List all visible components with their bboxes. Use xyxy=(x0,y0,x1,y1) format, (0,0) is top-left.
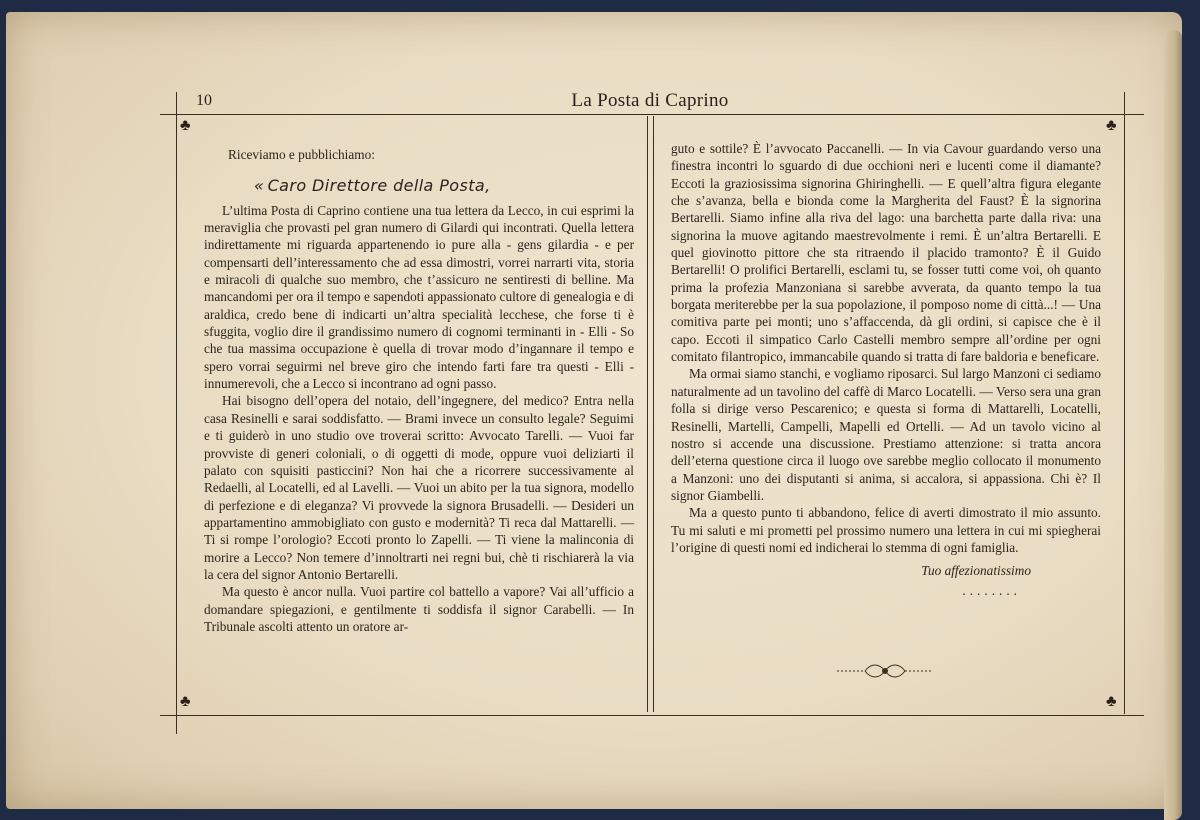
paragraph: guto e sottile? È l’avvocato Paccanelli. — In via Cavour guardando verso una finestra incontri lo sguardo di due occhioni neri e lucenti come il diamante? Eccoti la graziosissima signorina Ghiringhelli. — E quell’altra figura elegante che s’avanza, bella e bionda come la Margherita del Faust? È la signorina Bertarelli. Siamo infine alla riva del lago: una barchetta parte dalla riva: una signorina la muove agitando maestrevolmente i remi. È un’altra Bertarelli. E quel giovinotto pittore che sta ritraendo il placido tramonto? È il Guido Bertarelli! O prolifici Bertarelli, esclami tu, se fosser tutti come voi, oh quanto prima la profezia Manzoniana si sarebbe avverata, da quanto tempo la tua borgata meriterebbe per la sua popolazione, il pomposo nome di città...! — Una comitiva parte pei monti; uno s’affaccenda, dà gli ordini, si capisce che è il capo. Eccoti il simpatico Carlo Castelli membro sempre all’ordine per ogni comitato filantropico, immancabile quando si tratta di fare baldoria e beneficare. xyxy=(671,141,1101,365)
signature: Tuo affezionatissimo xyxy=(921,563,1031,579)
header-left-rule xyxy=(176,92,177,116)
frame-left-line xyxy=(176,114,177,734)
salutation-quote: « xyxy=(254,176,265,196)
column-divider-left xyxy=(647,116,648,712)
corner-ornament-icon: ♣ xyxy=(180,693,191,710)
right-column xyxy=(671,140,1101,599)
salutation xyxy=(204,177,634,195)
page-edge xyxy=(1164,30,1182,820)
signature-dots: ........ xyxy=(962,582,1021,598)
paragraph: Ma ormai siamo stanchi, e vogliamo riposarci. Sul largo Manzoni ci sediamo naturalmente ad un tavolino del caffè di Marco Locatelli. — Verso sera una gran folla si dirige verso Pescarenico; e questa si forma di Mattarelli, Locatelli, Resinelli, Martelli, Campelli, Mapelli ed Ortelli. — Ad un tavolo vicino al nostro si accende una discussione. Prestiamo attenzione: si tratta ancora dell’eterna questione circa il luogo ove sarebbe meglio collocato il monumento a Manzoni: uno dei disputanti si anima, si accalora, si appassiona. Chi è? Il signor Giambelli. xyxy=(671,366,1101,503)
paragraph: Ma questo è ancor nulla. Vuoi partire col battello a vapore? Vai all’ufficio a domandare spiegazioni, e gentilmente ti soddisfa il signor Carabelli. — In Tribunale ascolti attento un oratore ar- xyxy=(204,584,634,634)
salutation-text: Caro Direttore della Posta, xyxy=(267,176,491,196)
page-header xyxy=(176,90,1124,112)
paragraph: Hai bisogno dell’opera del notaio, dell’ingegnere, del medico? Entra nella casa Resinelli e sarai soddisfatto. — Brami invece un consulto legale? Seguimi e ti guiderò in uno studio ove troverai scritto: Avvocato Tarelli. — Vuoi far provviste di generi coloniali, o di oggetti di mode, oppure vuoi deliziarti il palato con squisiti pasticcini? Non hai che a ricorrere successivamente al Redaelli, al Locatelli, ed al Lavelli. — Vuoi un abito per la tua signora, modello di perfezione e di eleganza? Vi provvede la signora Brusadelli. — Desideri un appartamentino ammobigliato con gusto e modernità? Ti reca dal Mattarelli. — Ti si rompe l’orologio? Eccoti pronto lo Zapelli. — Ti viene la malinconia di morire a Lecco? Non temere d’innoltrarti nei regni bui, chè ti rischiarerà la via la cera del signor Antonio Bertarelli. xyxy=(204,393,634,582)
page-number: 10 xyxy=(196,92,212,109)
paragraph: L’ultima Posta di Caprino contiene una tua lettera da Lecco, in cui esprimi la meraviglia che provasti pel gran numero di Gilardi qui incontrati. Quella lettera indirettamente mi riguarda appartenendo io pure alla - gens gilardia - e per compensarti dell’interessamento che ad essa dimostri, vorrei narrarti vita, storia e miracoli di qualche suo membro, che t’assicuro ne sentiresti di belline. Ma mancandomi per ora il tempo e sapendoti appassionato cultore di genealogia e di araldica, credo bene di indicarti un’altra specialità lecchese, che forse ti è sfuggita, voglio dire il grandissimo numero di cognomi terminanti in - Elli - So che tua massima occupazione è quella di trovar modo d’ingannare il tempo e spero vorrai seguirmi nel breve giro che intendo farti fare tra questi - Elli - innumerevoli, che a Lecco si incontrano ad ogni passo. xyxy=(204,202,634,392)
tailpiece-ornament-icon xyxy=(835,660,935,682)
corner-ornament-icon: ♣ xyxy=(1106,693,1117,710)
corner-ornament-icon: ♣ xyxy=(1106,117,1117,134)
lead-line: Riceviamo e pubblichiamo: xyxy=(228,147,375,162)
frame-right-line xyxy=(1124,114,1125,714)
running-title: La Posta di Caprino xyxy=(571,90,729,111)
corner-ornament-icon: ♣ xyxy=(180,117,191,134)
left-column xyxy=(204,146,634,635)
column-divider-right xyxy=(653,116,654,712)
paragraph: Ma a questo punto ti abbandono, felice di averti dimostrato il mio assunto. Tu mi saluti e mi prometti pel prossimo numero una lettera in cui mi spiegherai l’origine di questi nomi ed indicherai lo stemma di ogni famiglia. xyxy=(671,505,1101,555)
header-right-rule xyxy=(1124,92,1125,116)
